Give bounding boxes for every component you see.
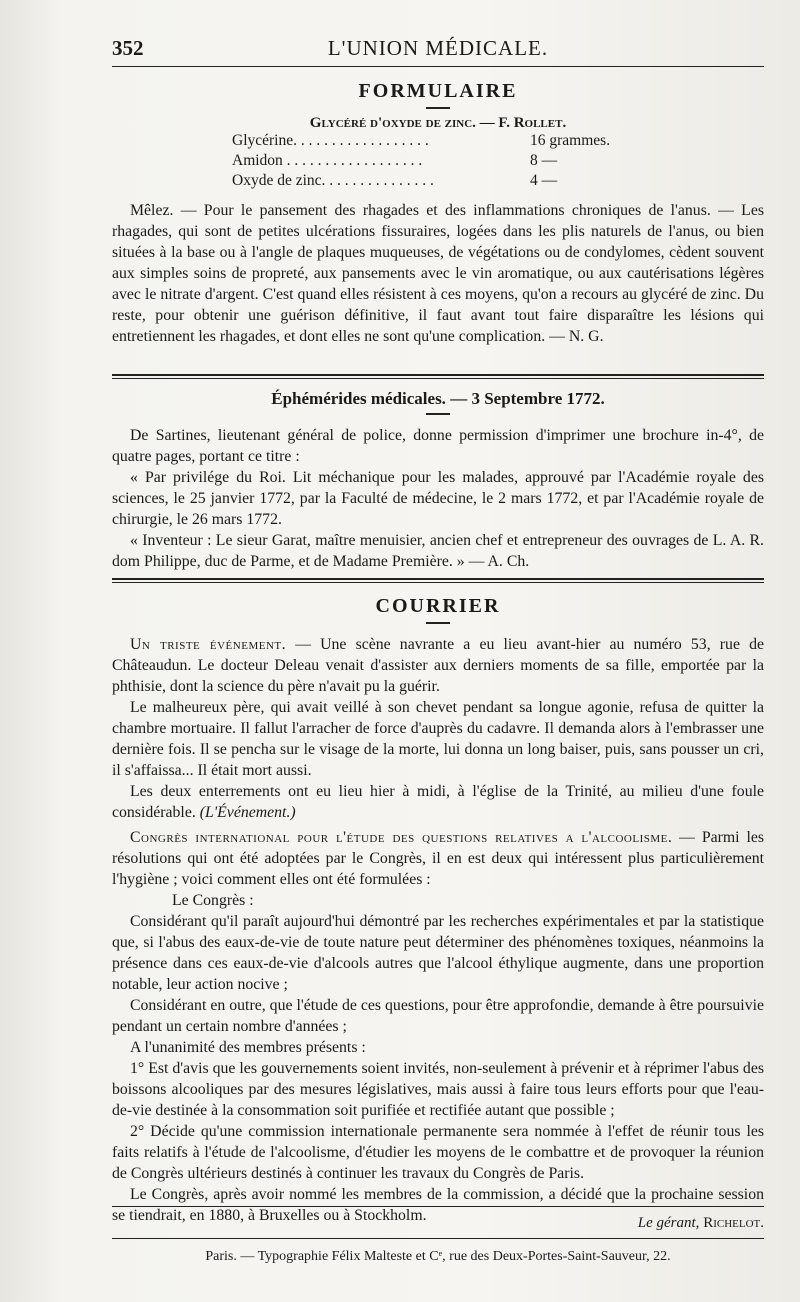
formulaire-text: Mêlez. — Pour le pansement des rhagades et des inflammations chroniques de l'anus. — Les rhagades, qui sont de petites ulcérations fissuraires, logées dans les plis naturels de l'anus, ou bien situées à la base ou à l'angle de plaques muqueuses, de végétations ou de condylomes, cèdent souvent aux simples soins de propreté, aux pansements avec le vin aromatique, ou aux cautérisations légères avec le nitrate d'argent. C'est quand elles résistent à ces moyens, qu'on a recours au glycéré de zinc. Du reste, pour obtenir une guérison définitive, il faut avant tout faire disparaître les lésions qui entretiennent les rhagades, et dont elles ne sont qu'une complication. — N. G.	[112, 202, 764, 345]
congres-text: — Parmi les résolutions qui ont été adoptées par le Congrès, il en est deux qui intéressent plus particulièrement l'hygiène ; voici comment elles ont été formulées :	[112, 829, 764, 888]
courrier-p1	[112, 634, 764, 697]
courrier-title: COURRIER	[375, 595, 501, 617]
header-rule	[112, 66, 764, 67]
ingredient-row	[112, 152, 764, 172]
gerant-name: Richelot.	[703, 1215, 764, 1231]
unanimite: A l'unanimité des membres présents :	[130, 1039, 366, 1056]
considerant-1: Considérant qu'il paraît aujourd'hui démontré par les recherches expérimentales et par la statistique que, si l'abus des eaux-de-vie de toute nature peut déterminer des phénomènes toxiques, néanmoins la présence dans ces eaux-de-vie d'alcools autres que l'alcool éthylique augmente, dans une proportion notable, leur action nocive ;	[112, 913, 764, 993]
ingredient-name: Amidon . . . . . . . . . . . . . . . . . .	[232, 152, 423, 169]
final-paragraph: Le Congrès, après avoir nommé les membres de la commission, a décidé que la prochaine session se tiendrait, en 1880, à Bruxelles ou à Stockholm.	[112, 1186, 764, 1224]
formulaire-title: FORMULAIRE	[358, 80, 518, 102]
ingredient-row	[112, 172, 764, 192]
gerant-label: Le gérant,	[637, 1215, 700, 1231]
ingredient-name: Oxyde de zinc. . . . . . . . . . . . . . .	[232, 172, 434, 189]
title-rule	[426, 622, 450, 624]
title-rule	[426, 413, 450, 415]
section-divider	[112, 374, 764, 379]
ephemerides-title	[112, 389, 764, 409]
resolution-2: 2° Décide qu'une commission internationale permanente sera nommée à l'effet de réunir tous les faits relatifs à l'étude de l'alcoolisme, d'étudier les moyens de le combattre et de provoquer la réunion de Congrès ultérieurs destinés à continuer les travaux du Congrès de Paris.	[112, 1123, 764, 1182]
resolution-1: 1° Est d'avis que les gouvernements soient invités, non-seulement à prévenir et à réprimer l'abus des boissons alcooliques par des mesures législatives, mais aussi à faire tous leurs efforts pour que l'eau-de-vie destinée à la consommation soit purifiée et rectifiée autant que possible ;	[112, 1060, 764, 1119]
courrier-p3-text: Les deux enterrements ont eu lieu hier à midi, à l'église de la Trinité, au milieu d'une foule considérable.	[112, 783, 764, 821]
courrier-section	[112, 578, 764, 1226]
ingredient-name: Glycérine. . . . . . . . . . . . . . . . . .	[232, 132, 429, 149]
congres-intro	[112, 827, 764, 890]
ingredient-row	[112, 132, 764, 152]
ephemerides-date: — 3 Septembre 1772.	[445, 389, 605, 408]
ephemerides-p1: De Sartines, lieutenant général de police, donne permission d'imprimer une brochure in-4°, de quatre pages, portant ce titre :	[112, 427, 764, 465]
ephemerides-title-bold: Éphémérides médicales.	[271, 389, 446, 408]
title-rule	[426, 107, 450, 109]
page-number: 352	[112, 36, 144, 60]
congres-heading: Congrès international pour l'étude des questions relatives a l'alcoolisme.	[130, 829, 673, 846]
footer-rule-2	[112, 1238, 764, 1239]
running-head	[112, 36, 764, 66]
considerant-2: Considérant en outre, que l'étude de ces questions, pour être approfondie, demande à être poursuivie pendant un certain nombre d'années ;	[112, 997, 764, 1035]
ingredient-qty: 4 —	[530, 172, 558, 189]
printer-imprint: Paris. — Typographie Félix Malteste et Cᵉ, rue des Deux-Portes-Saint-Sauveur, 22.	[205, 1249, 671, 1264]
ephemerides-p2: « Par privilége du Roi. Lit méchanique pour les malades, approuvé par l'Académie royale des sciences, le 25 janvier 1772, par la Faculté de médecine, le 2 mars 1772, et par l'Académie royale de chirurgie, le 26 mars 1772.	[112, 469, 764, 528]
recipe-title: Glycéré d'oxyde de zinc. — F. Rollet.	[309, 115, 567, 131]
ingredient-qty: 16 grammes.	[530, 132, 611, 149]
ephemerides-section	[112, 374, 764, 572]
courrier-p3-source: (L'Événement.)	[199, 804, 296, 821]
courrier-p3	[112, 781, 764, 823]
gerant-line	[112, 1215, 764, 1232]
section-divider	[112, 578, 764, 583]
formulaire-section	[112, 80, 764, 347]
ingredient-qty: 8 —	[530, 152, 558, 169]
le-congres: Le Congrès :	[172, 892, 254, 909]
ephemerides-p3: « Inventeur : Le sieur Garat, maître menuisier, ancien chef et entrepreneur des ouvrages de L. A. R. dom Philippe, duc de Parme, et de Madame Première. » — A. Ch.	[112, 532, 764, 570]
courrier-p2: Le malheureux père, qui avait veillé à son chevet pendant sa longue agonie, refusa de quitter la chambre mortuaire. Il fallut l'arracher de force d'auprès du cadavre. Il demanda alors à l'embrasser une dernière fois. Il se pencha sur le visage de la morte, lui donna un long baiser, puis, sans pousser un cri, il s'affaissa... Il était mort aussi.	[112, 699, 764, 779]
journal-title: L'UNION MÉDICALE.	[327, 36, 549, 60]
page-footer	[112, 1206, 764, 1265]
footer-rule	[112, 1206, 764, 1207]
event-text: — Une scène navrante a eu lieu avant-hier au numéro 53, rue de Châteaudun. Le docteur Deleau venait d'assister aux derniers moments de sa fille, emportée par la phthisie, dont la science du père n'avait pu la guérir.	[112, 636, 765, 695]
event-heading: Un triste événement.	[130, 636, 287, 653]
